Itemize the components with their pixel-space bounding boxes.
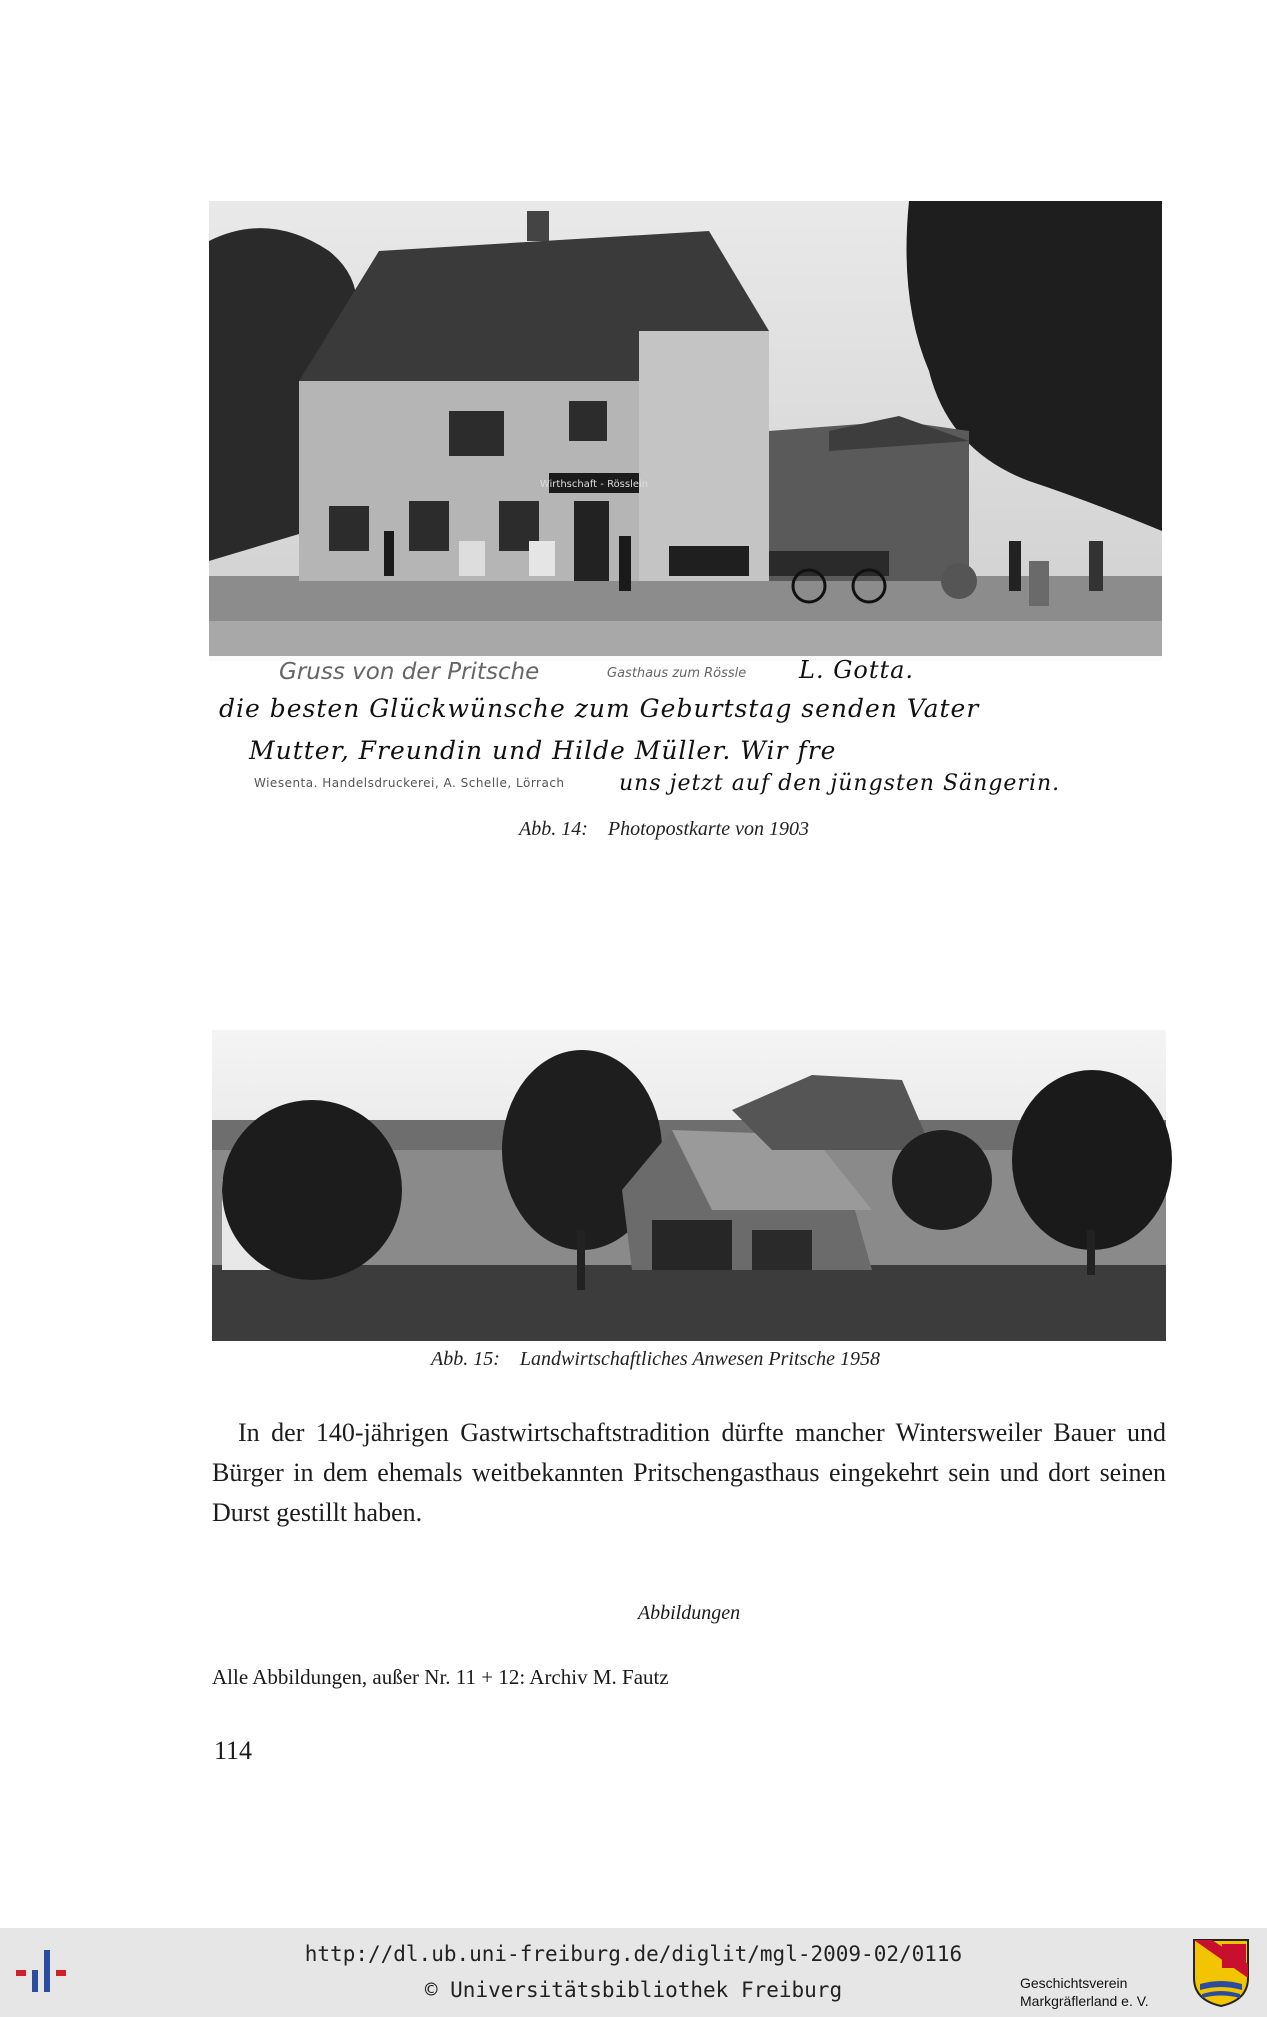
postcard-printer: Wiesenta. Handelsdruckerei, A. Schelle, Lörrach bbox=[254, 776, 565, 790]
figure-15-caption bbox=[431, 1348, 880, 1371]
society-line-2: Markgräflerland e. V. bbox=[1020, 1993, 1149, 2009]
handwriting-line-3: uns jetzt auf den jüngsten Sängerin. bbox=[619, 771, 1061, 796]
figure-15-label: Abb. 15: bbox=[431, 1348, 500, 1370]
society-line-1: Geschichtsverein bbox=[1020, 1975, 1128, 1991]
farmstead-scene-image bbox=[212, 1030, 1166, 1341]
footer-url-link[interactable]: http://dl.ub.uni-freiburg.de/diglit/mgl-2009-02/0116 bbox=[304, 1942, 963, 1966]
footer-bar bbox=[0, 1928, 1267, 2017]
postcard-photo bbox=[209, 201, 1162, 796]
page-number: 114 bbox=[214, 1736, 253, 1765]
figure-14-caption bbox=[519, 818, 809, 841]
image-credits: Alle Abbildungen, außer Nr. 11 + 12: Archiv M. Fautz bbox=[212, 1665, 669, 1689]
body-paragraph: In der 140-jährigen Gastwirtschaftstradition dürfte mancher Wintersweiler Bauer und Bürger in dem ehemals weitbekannten Pritschengasthaus eingekehrt sein und dort seinen Durst gestillt haben. bbox=[212, 1418, 1166, 1527]
farmstead-photo bbox=[212, 1030, 1166, 1341]
inn-sign-text: Wirthschaft - Rösslein bbox=[539, 479, 649, 490]
handwriting-line-2: Mutter, Freundin und Hilde Müller. Wir fre bbox=[249, 736, 837, 765]
section-heading: Abbildungen bbox=[637, 1602, 741, 1624]
figure-14-label: Abb. 14: bbox=[519, 818, 588, 840]
society-crest-icon bbox=[1192, 1938, 1250, 2008]
figure-15-text: Landwirtschaftliches Anwesen Pritsche 1958 bbox=[519, 1348, 881, 1370]
handwriting-line-1: die besten Glückwünsche zum Geburtstag senden Vater bbox=[219, 694, 980, 723]
postcard-scene-image bbox=[209, 201, 1162, 656]
postcard-title: Gruss von der Pritsche bbox=[279, 659, 540, 685]
footer-copyright: © Universitätsbibliothek Freiburg bbox=[424, 1978, 843, 2002]
postcard-subtitle: Gasthaus zum Rössle bbox=[607, 666, 747, 681]
society-name bbox=[1020, 1974, 1149, 2010]
figure-14-text: Photopostkarte von 1903 bbox=[607, 818, 809, 840]
handwriting-line-0: L. Gotta. bbox=[799, 656, 915, 684]
